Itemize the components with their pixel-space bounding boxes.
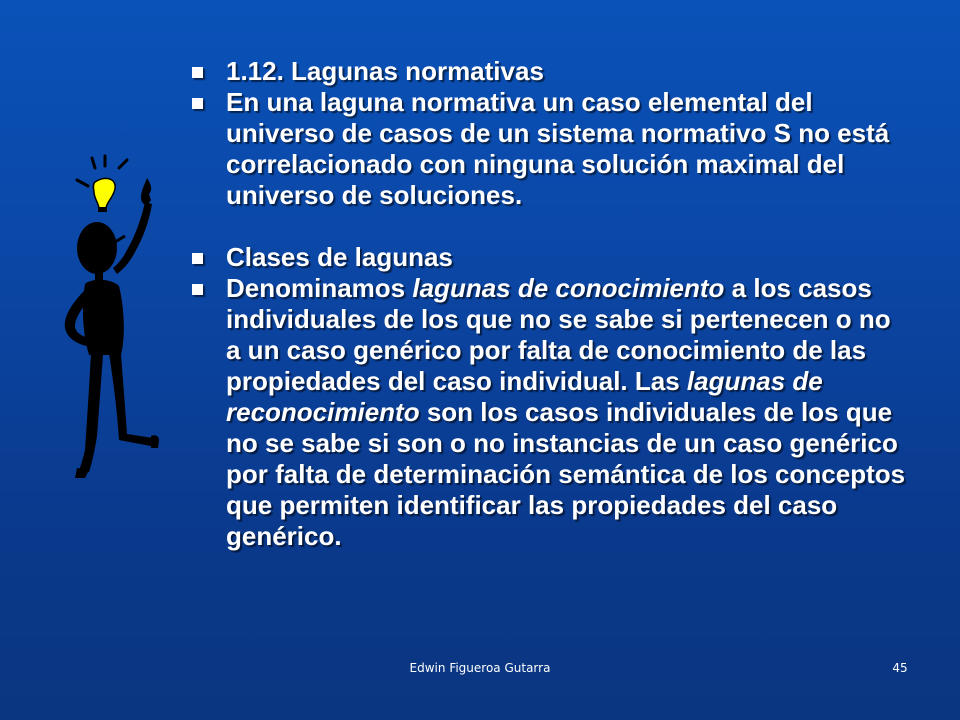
bullet-text: 1.12. Lagunas normativas [226,56,544,86]
bullet-heading-clases-de-lagunas [190,242,910,273]
square-bullet-icon [192,67,203,78]
bullet-text: En una laguna normativa un caso elemental del universo de casos de un sistema normativo S no está correlacionado con ninguna solución maximal del universo de soluciones. [226,87,890,210]
bullet-text-part: Denominamos [226,273,413,303]
bullet-lagunas-de-conocimiento [190,273,910,552]
square-bullet-icon [192,98,203,109]
bullet-text: Clases de lagunas [226,242,453,272]
footer-author: Edwin Figueroa Gutarra [409,661,551,675]
bullet-definition-laguna-normativa [190,87,910,211]
bullet-list [190,56,910,552]
bullet-text-part: a los casos individuales de los que no se sabe si pertenecen o no a un caso genérico por falta de conocimiento de las propiedades del caso individual. Las [226,273,891,396]
idea-stick-figure-icon [55,150,175,480]
lightbulb-icon [93,178,115,212]
bullet-spacer [190,211,910,242]
term-lagunas-de-reconocimiento: lagunas de reconocimiento [226,366,823,427]
slide-number: 45 [892,661,908,675]
term-lagunas-de-conocimiento: lagunas de conocimiento [412,273,725,303]
square-bullet-icon [192,253,203,264]
bullet-text-part: son los casos individuales de los que no se sabe si son o no instancias de un caso genérico por falta de determinación semántica de los conceptos que permiten identificar las propiedades del caso genérico. [226,397,906,551]
bullet-heading-lagunas-normativas [190,56,910,87]
square-bullet-icon [192,284,203,295]
